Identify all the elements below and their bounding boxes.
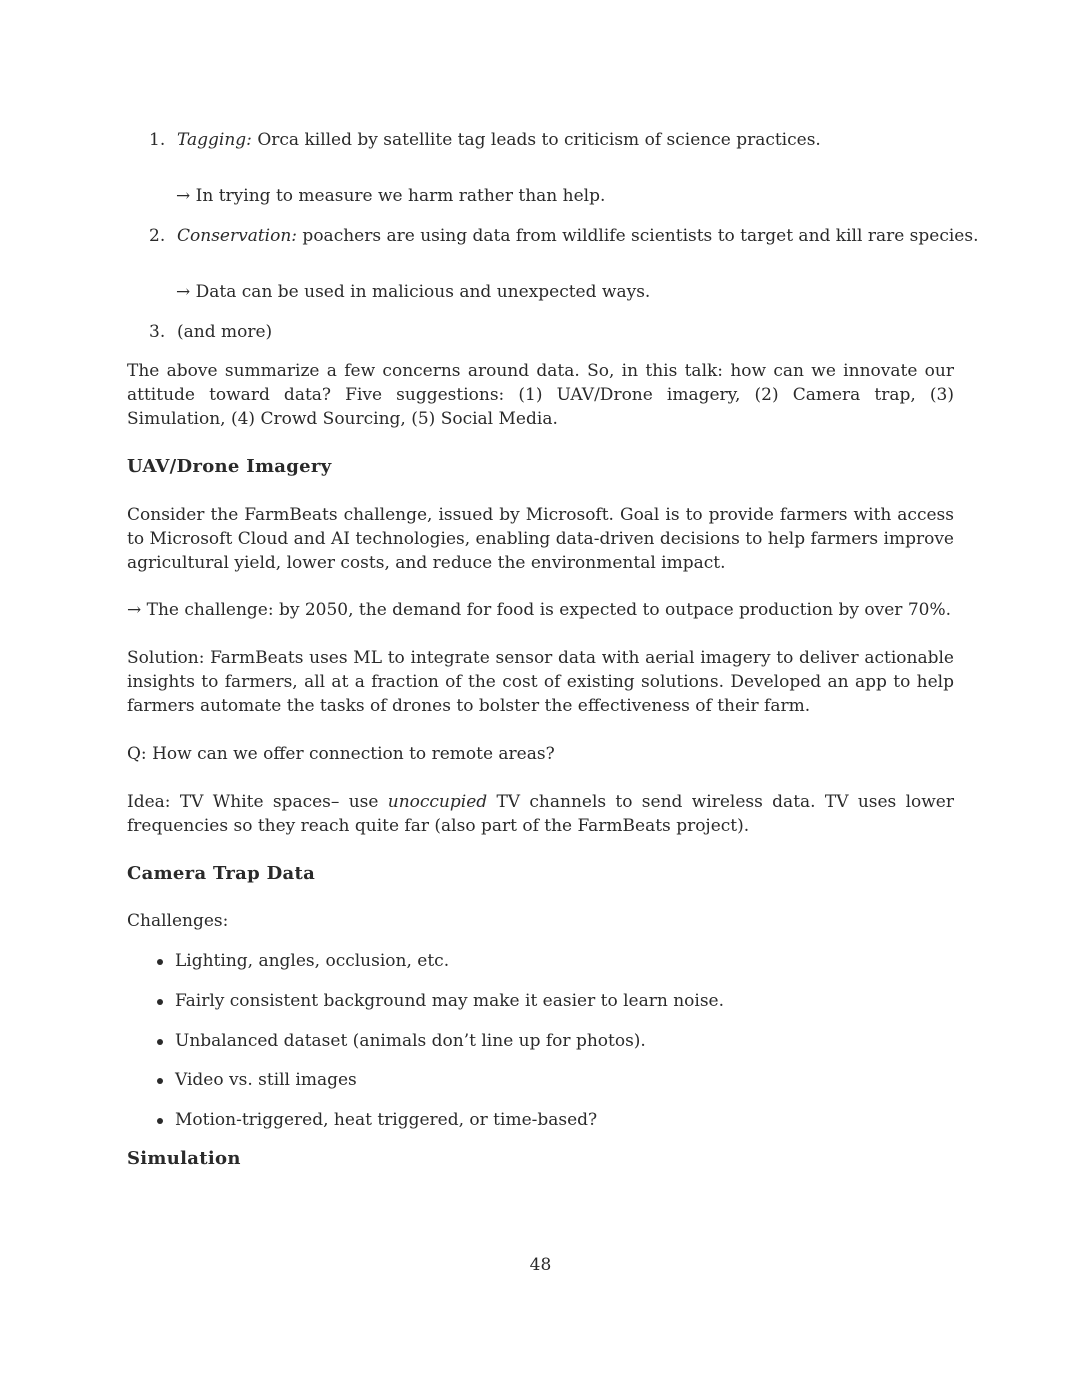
list-number: 3.: [149, 322, 166, 342]
list-number: 2.: [149, 226, 166, 246]
section-heading-simulation: Simulation: [127, 1148, 241, 1169]
paragraph: Q: How can we offer connection to remote areas?: [127, 744, 555, 764]
section-heading-camera: Camera Trap Data: [127, 863, 316, 884]
list-text: (and more): [177, 322, 273, 342]
page-number: 48: [529, 1255, 552, 1275]
list-number: 1.: [149, 130, 166, 150]
list-text: Fairly consistent background may make it easier to learn noise.: [175, 991, 725, 1011]
list-label: Tagging:: [177, 130, 252, 150]
bullet-icon: [157, 1078, 163, 1084]
list-text: Unbalanced dataset (animals don’t line up for photos).: [175, 1031, 646, 1051]
bullet-icon: [157, 959, 163, 965]
paragraph: → The challenge: by 2050, the demand for food is expected to outpace production by over 70%.: [127, 600, 952, 620]
paragraph: Solution: FarmBeats uses ML to integrate sensor data with aerial imagery to deliver actionable insights to farmers, all at a fraction of the cost of existing solutions. Developed an app to help farmers automate the tasks of drones to bolster the effectiveness of their farm.: [127, 648, 954, 716]
text-run: TV channels to send wireless data. TV uses lower frequencies so they reach quite far (also part of the FarmBeats project).: [127, 792, 954, 836]
list-note: → Data can be used in malicious and unexpected ways.: [176, 282, 651, 302]
paragraph: [127, 790, 954, 838]
bullet-icon: [157, 1039, 163, 1045]
list-text: Video vs. still images: [175, 1070, 357, 1090]
list-text: Orca killed by satellite tag leads to criticism of science practices.: [251, 130, 821, 150]
paragraph: Consider the FarmBeats challenge, issued by Microsoft. Goal is to provide farmers with access to Microsoft Cloud and AI technologies, enabling data-driven decisions to help farmers improve agricultural yield, lower costs, and reduce the environmental impact.: [127, 505, 954, 573]
bullet-icon: [157, 999, 163, 1005]
intro-paragraph: The above summarize a few concerns around data. So, in this talk: how can we innovate our attitude toward data? Five suggestions: (1) UAV/Drone imagery, (2) Camera trap, (3) Simulation, (4) Crowd Sourcing, (5) Social Media.: [127, 361, 954, 429]
emphasis: unoccupied: [387, 792, 488, 812]
list-note: → In trying to measure we harm rather than help.: [176, 186, 606, 206]
list-label: Conservation:: [177, 226, 298, 246]
paragraph: Challenges:: [127, 911, 229, 931]
text-run: Idea: TV White spaces– use: [127, 792, 388, 812]
list-text: Lighting, angles, occlusion, etc.: [175, 951, 450, 971]
list-text: Motion-triggered, heat triggered, or time-based?: [175, 1110, 598, 1130]
document-page: [127, 0, 979, 1398]
list-text: poachers are using data from wildlife scientists to target and kill rare species.: [297, 226, 979, 246]
section-heading-uav: UAV/Drone Imagery: [127, 456, 332, 477]
bullet-icon: [157, 1118, 163, 1124]
